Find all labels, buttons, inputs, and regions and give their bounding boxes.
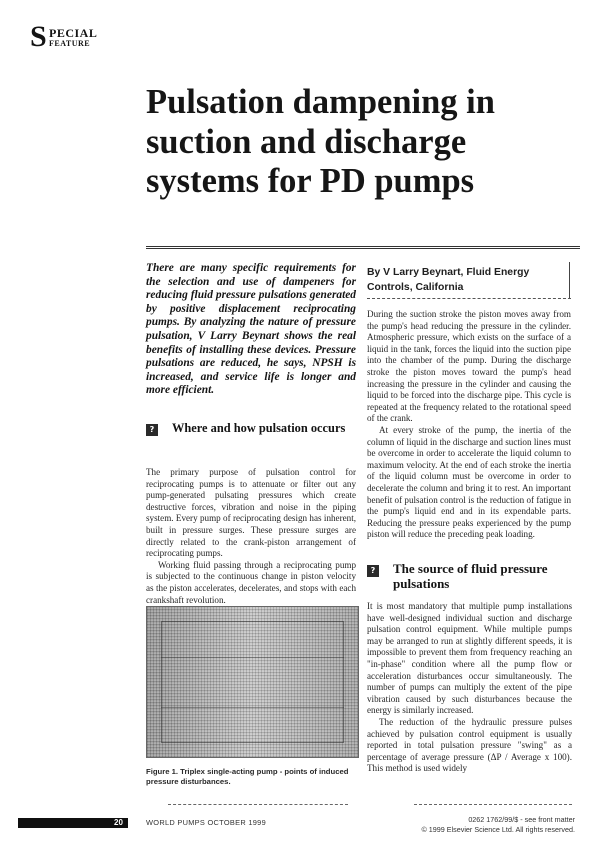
bottom-rule-left [168,804,348,805]
article-title: Pulsation dampening in suction and discharge systems for PD pumps [146,83,495,200]
section-tag [30,22,130,52]
figure-pump-photo [146,606,359,758]
paragraph: Working fluid passing through a reciprocating pump is subjected to the continuous change in piston velocity as the piston accelerates, decelerates, and stops with each crankshaft revolution. [146,559,356,605]
section-marker-icon: ? [367,565,379,577]
page-number: 20 [114,818,123,827]
section-heading-source [367,562,572,591]
section-heading-where-how [146,421,346,436]
standfirst: There are many specific requirements for the selection and use of dampeners for reducing fluid pressure pulsations generated by positive displacement reciprocating pumps. By analyzing the nature of pressure pulsation, V Larry Beynart shows the real benefits of installing these devices. Pressure pulsations are reduced, he says, NPSH is increased, and service life is longer and more efficient. [146,262,356,397]
figure-frame [161,621,344,743]
byline-rule-horizontal [367,298,571,299]
copyright-line: © 1999 Elsevier Science Ltd. All rights reserved. [421,825,575,834]
title-divider [146,246,580,249]
body-column-right-bottom [367,601,572,801]
section-tag-initial: S [30,20,47,53]
issn-line: 0262 1762/99/$ - see front matter [468,815,575,824]
bottom-rule-right [414,804,572,805]
figure-line [161,707,344,708]
section-tag-label: PECIAL [49,26,98,40]
byline-rule-vertical [569,262,570,298]
section-heading-text: Where and how pulsation occurs [172,421,346,435]
paragraph: At every stroke of the pump, the inertia of the column of liquid in the discharge and suction lines must be overcome in order to accelerate the liquid column to maximum velocity. At the end of each stroke the inertia of the liquid column must be overcome in order to decelerate the column and bring it to rest. An important benefit of pulsation control is the reduction of fatigue in the pump's liquid end and in its expendable parts. Reducing the pressure peaks experienced by the pump piston will reduce the preceding peak loading. [367,424,571,540]
figure-caption: Figure 1. Triplex single-acting pump - points of induced pressure disturbances. [146,767,349,786]
section-heading-text: The source of fluid pressure pulsations [393,561,548,591]
paragraph: The primary purpose of pulsation control for reciprocating pumps is to attenuate or filter out any pump-generated pulsating pressures which create destructive forces, vibration and noise in the piping system. Every pump of reciprocating design has inherent, built in pressure surges. These pressure surges are directly related to the crank-piston arrangement of reciprocating pumps. [146,467,356,559]
folio-bar [18,818,128,828]
paragraph: The reduction of the hydraulic pressure pulses achieved by pulsation control equipment is usually reported in total pulsation pressure "swing" as a percentage of average pressure (ΔP / Average x 100). This method is used widely [367,716,572,774]
body-column-right-top [367,309,571,559]
journal-name: WORLD PUMPS OCTOBER 1999 [146,818,267,827]
body-column-left [146,467,356,605]
section-tag-sub: FEATURE [49,39,91,48]
section-marker-icon: ? [146,424,158,436]
author-byline: By V Larry Beynart, Fluid Energy Controls, California [367,267,530,293]
figure-line [161,657,344,658]
paragraph: During the suction stroke the piston moves away from the pump's head reducing the pressure in the cylinder. Atmospheric pressure, which exists on the surface of a liquid in the tank, forces the liquid into the suction pipe into the chamber of the pump. During the discharge stroke the piston moves toward the pump's head increasing the pressure in the cylinder and causing the liquid to be forced into the discharge pipe. This cycle is repeated at the frequency related to the rotational speed of the crank. [367,309,571,424]
paragraph: It is most mandatory that multiple pump installations have well-designed individual suction and discharge pulsation control equipment. While multiple pumps may be arranged to run at slightly different speeds, it is impossible to prevent them from frequency reaching an "in-phase" condition where all the pump flow or acceleration disturbances occur simultaneously. The number of pumps can multiply the extent of the pipe vibration caused by such disturbances because the energy is similarly increased. [367,601,572,716]
